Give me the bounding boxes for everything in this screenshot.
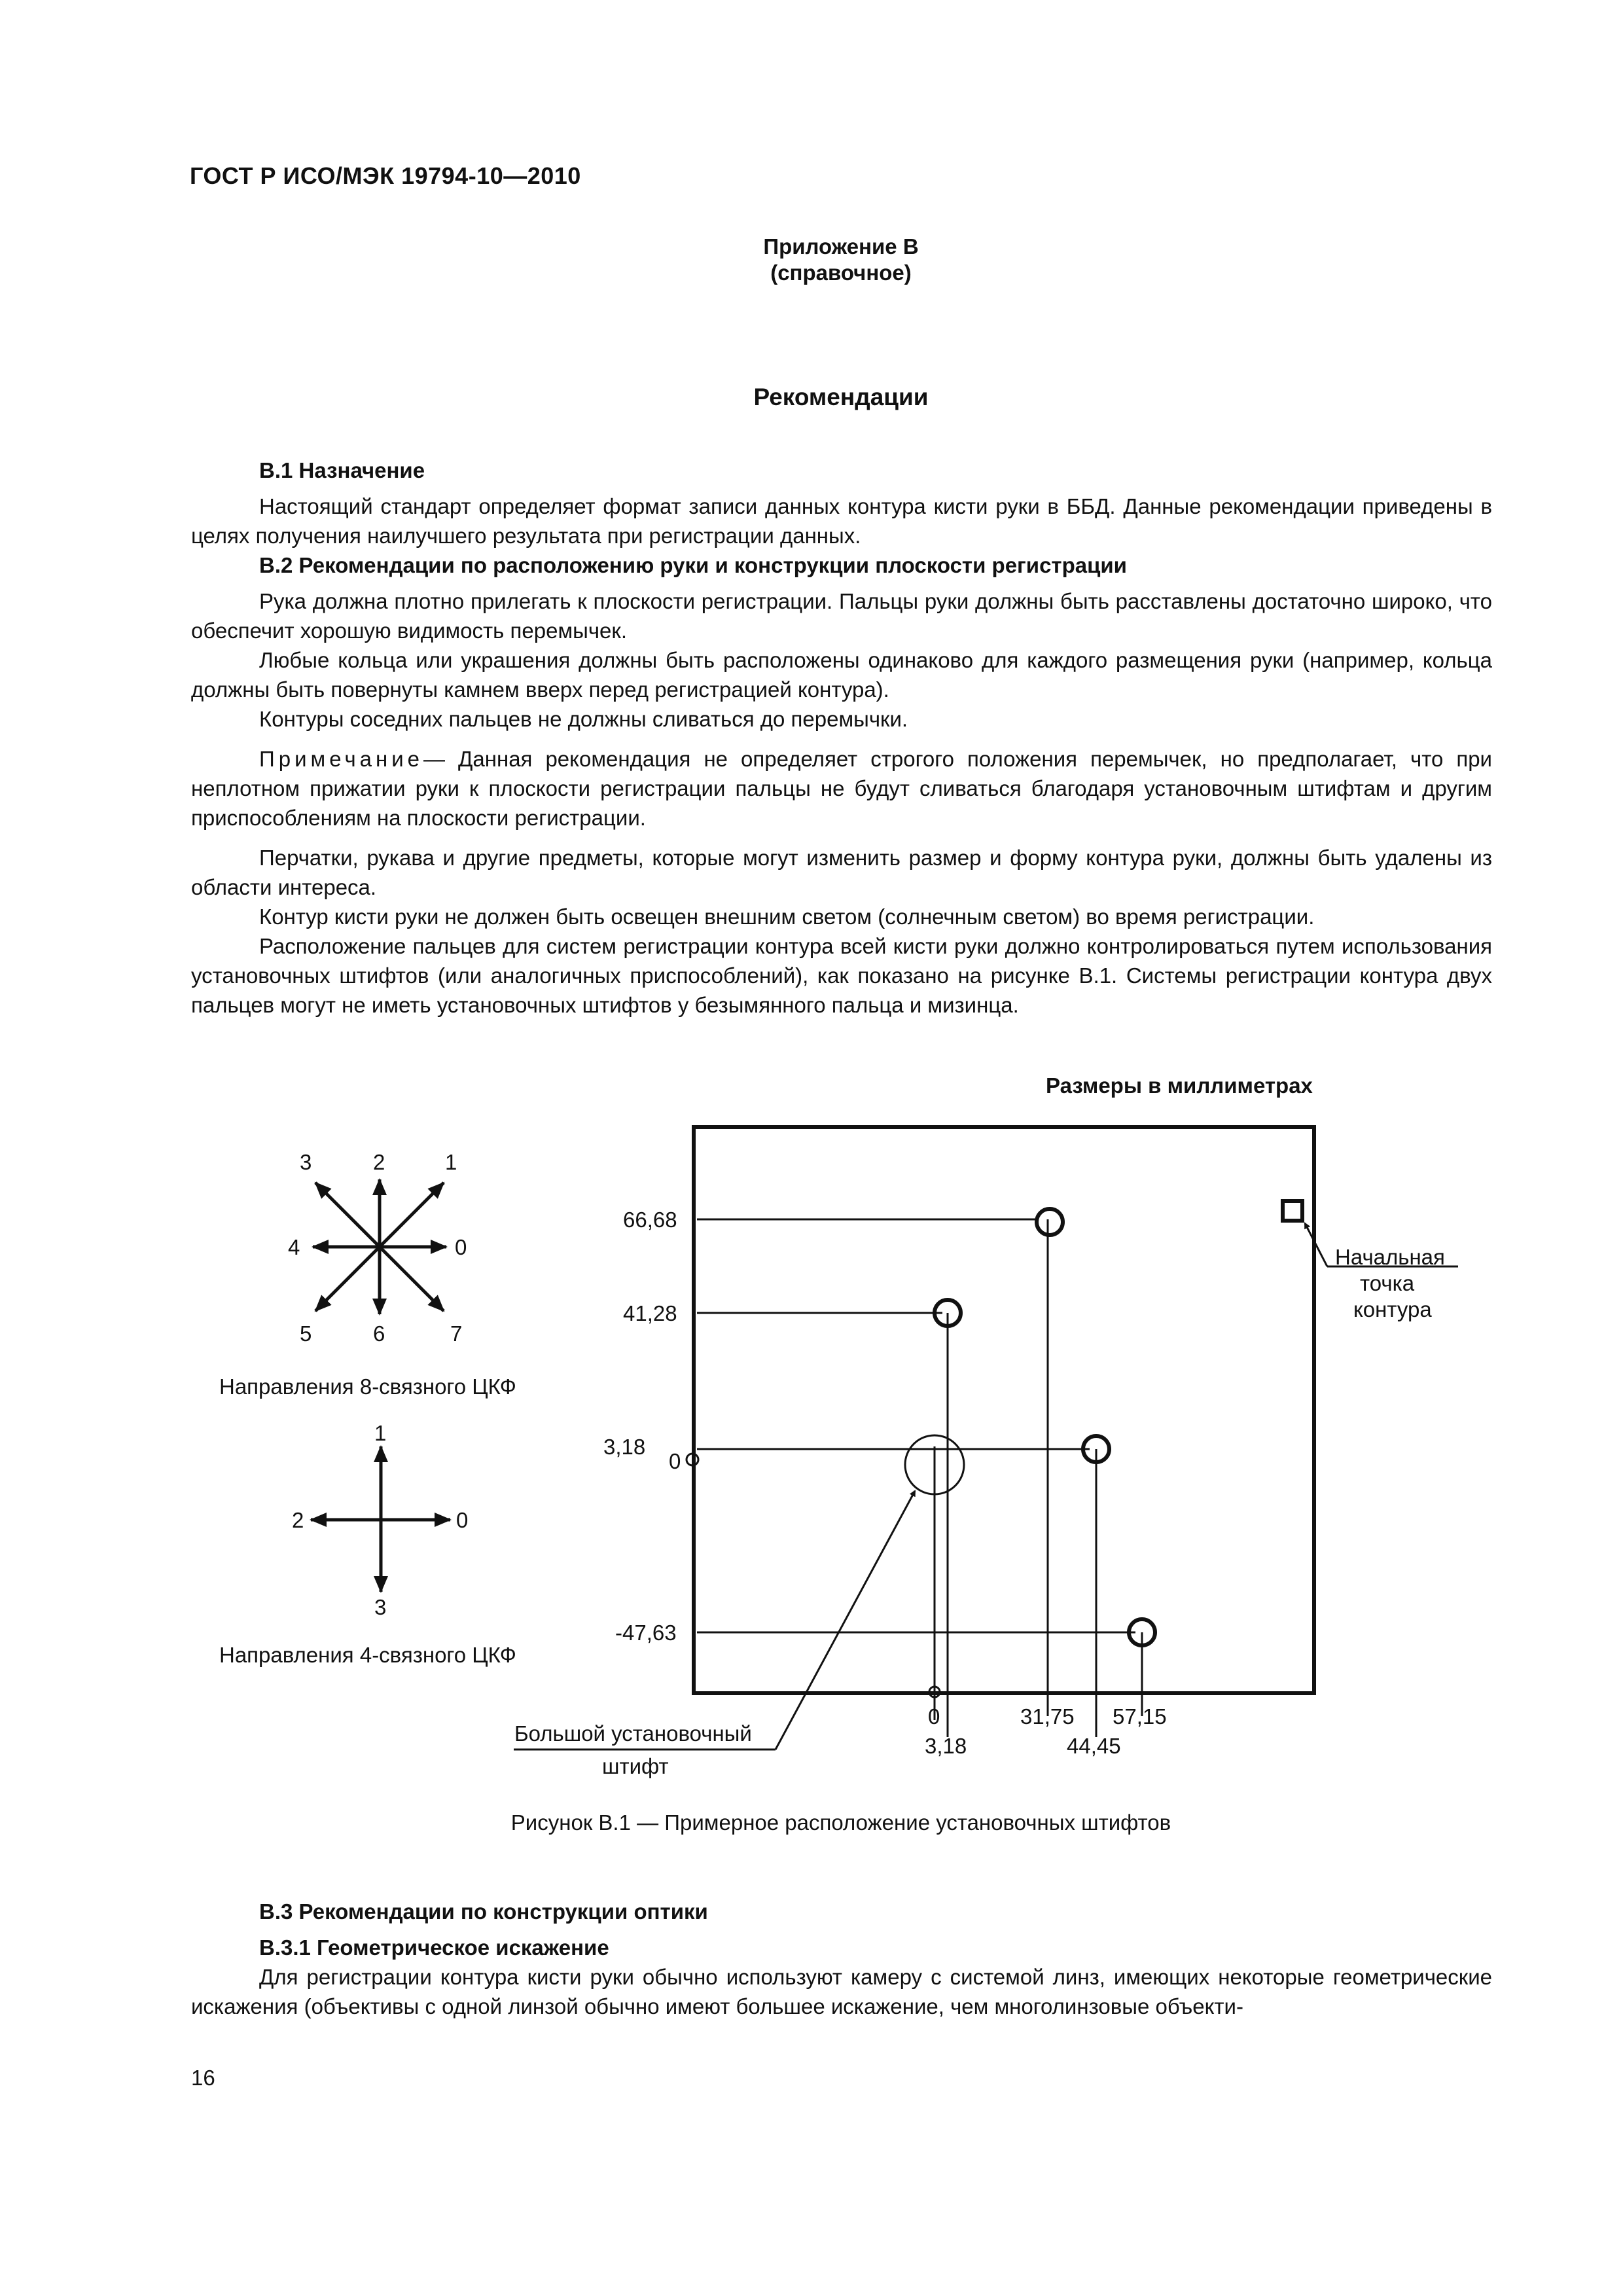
- paragraph-b2-4: Перчатки, рукава и другие предметы, которые могут изменить размер и форму контура руки, должны быть удалены из области интереса.: [191, 846, 1492, 899]
- start-point-label-line1: Начальная: [1335, 1245, 1445, 1269]
- page-number: 16: [191, 2066, 215, 2090]
- y-label-0: 0: [669, 1449, 681, 1473]
- start-point-label-line3: контура: [1353, 1297, 1432, 1321]
- big-pin-label-line2: штифт: [602, 1754, 669, 1778]
- document-header: ГОСТ Р ИСО/МЭК 19794-10—2010: [190, 162, 581, 189]
- note-text: — Данная рекомендация не определяет строгого положения перемычек, но предполагает, что при неплотном прижатии руки к плоскости регистрации пальцы не будут сливаться благодаря установочным штифтам и другим приспособлениям на плоскости регистрации.: [191, 747, 1492, 830]
- paragraph-b2-2: Любые кольца или украшения должны быть расположены одинаково для каждого размещения руки (например, кольца должны быть повернуты камнем вверх перед регистрацией контура).: [191, 648, 1492, 702]
- dir8-arrow-1: [380, 1183, 444, 1247]
- y-label-minus-47-63: -47,63: [615, 1621, 677, 1645]
- x-label-31-75: 31,75: [1020, 1704, 1075, 1729]
- paragraph-b3-1: Для регистрации контура кисти руки обычно используют камеру с системой линз, имеющих некоторые геометрические искажения (объективы с одной линзой обычно имеют большее искажение, чем многолинзовые объекти-: [191, 1965, 1492, 2018]
- dir4-label-3: 3: [374, 1595, 387, 1619]
- paragraph-b2-5: Контур кисти руки не должен быть освещен внешним светом (солнечным светом) во время регистрации.: [259, 905, 1315, 929]
- paragraph-b2-3: Контуры соседних пальцев не должны сливаться до перемычки.: [259, 707, 908, 731]
- dir4-label-2: 2: [292, 1508, 304, 1532]
- body-text-bottom: [191, 1897, 1492, 2021]
- dir8-label-7: 7: [450, 1321, 463, 1346]
- heading-b1: B.1 Назначение: [259, 458, 425, 482]
- dir8-label-6: 6: [373, 1321, 385, 1346]
- heading-b3-1: B.3.1 Геометрическое искажение: [259, 1935, 609, 1960]
- sizes-label: Размеры в миллиметрах: [1046, 1073, 1313, 1098]
- x-label-3-18: 3,18: [925, 1734, 967, 1758]
- dir4-label-0: 0: [456, 1508, 469, 1532]
- big-pin-leader: [776, 1491, 915, 1749]
- dir4-caption: Направления 4-связного ЦКФ: [219, 1643, 516, 1667]
- pin-66-68: [1037, 1209, 1063, 1235]
- section-title: Рекомендации: [753, 384, 929, 410]
- y-label-66-68: 66,68: [623, 1208, 677, 1232]
- dir4-label-1: 1: [374, 1421, 387, 1445]
- dir8-label-5: 5: [300, 1321, 312, 1346]
- heading-b2: B.2 Рекомендации по расположению руки и конструкции плоскости регистрации: [259, 553, 1127, 577]
- dir8-arrow-7: [380, 1247, 444, 1311]
- dir8-arrow-3: [315, 1183, 380, 1247]
- annex-type: (справочное): [770, 260, 912, 285]
- x-label-0: 0: [928, 1704, 940, 1729]
- paragraph-b2-6: Расположение пальцев для систем регистрации контура всей кисти руки должно контролироваться путем использования установочных штифтов (или аналогичных приспособлений), как показано на рисунке B.1. Системы регистрации контура двух пальцев могут не иметь установочных штифтов у безымянного пальца и мизинца.: [191, 934, 1492, 1017]
- x-label-57-15: 57,15: [1113, 1704, 1167, 1729]
- dir8-label-1: 1: [445, 1150, 457, 1174]
- annex-title: Приложение B: [763, 234, 919, 259]
- x-label-44-45: 44,45: [1067, 1734, 1121, 1758]
- note-label: Примечание: [259, 747, 424, 771]
- big-pin-label-line1: Большой установочный: [514, 1721, 752, 1746]
- dir8-label-2: 2: [373, 1150, 385, 1174]
- start-point-label-line2: точка: [1360, 1271, 1415, 1295]
- figure-caption: Рисунок B.1 — Примерное расположение установочных штифтов: [510, 1810, 1171, 1835]
- dir8-caption: Направления 8-связного ЦКФ: [219, 1374, 516, 1399]
- registration-plane-frame: [694, 1127, 1314, 1693]
- y-label-41-28: 41,28: [623, 1301, 677, 1325]
- dir8-label-4: 4: [288, 1235, 300, 1259]
- direction-4-diagram: [219, 1421, 516, 1667]
- paragraph-b2-1: Рука должна плотно прилегать к плоскости регистрации. Пальцы руки должны быть расставлены достаточно широко, что обеспечит хорошую видимость перемычек.: [191, 589, 1492, 643]
- dir8-arrow-5: [315, 1247, 380, 1311]
- direction-8-diagram: [219, 1150, 516, 1399]
- contour-start-point-marker: [1283, 1201, 1302, 1221]
- paragraph-b1: Настоящий стандарт определяет формат записи данных контура кисти руки в ББД. Данные рекомендации приведены в целях получения наилучшего результата при регистрации данных.: [191, 494, 1492, 548]
- dir8-label-0: 0: [455, 1235, 467, 1259]
- heading-b3: B.3 Рекомендации по конструкции оптики: [259, 1899, 708, 1924]
- dir8-label-3: 3: [300, 1150, 312, 1174]
- registration-plane-diagram: [514, 1127, 1458, 1778]
- y-label-3-18: 3,18: [603, 1435, 646, 1459]
